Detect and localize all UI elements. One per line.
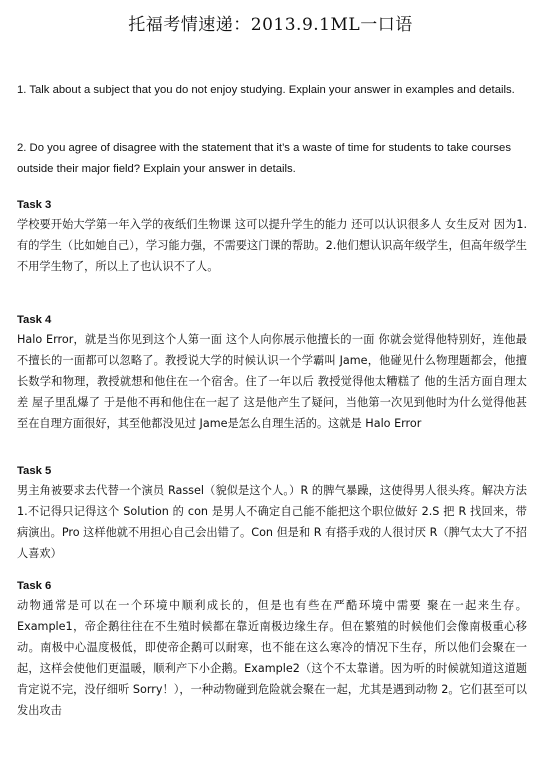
task-5-heading: Task 5 (17, 465, 52, 477)
task-4-body: Halo Error，就是当你见到这个人第一面 这个人向你展示他擅长的一面 你就会觉得他特别好，连他最不擅长的一面都可以忽略了。教授说大学的时候认识一个学霸叫 Jame，他碰见什么物理题都会，他擅长数学和物理，教授就想和他住在一个宿舍。住了一年以后 教授觉得他太糟糕了 他的生活方面自理太差 屋子里乱爆了 于是他不再和他住在一起了 这是他产生了疑问，当他第一次见到他时为什么觉得他甚至在自理方面很好，其至他都没见过 Jame是怎么自理生活的。这就是 Halo Error (17, 333, 527, 430)
task-6-section (17, 577, 527, 721)
question-1: 1. Talk about a subject that you do not enjoy studying. Explain your answer in examples and details. (17, 84, 515, 96)
page-title: 托福考情速递：2013.9.1ML一口语 (128, 15, 413, 35)
task-4-heading: Task 4 (17, 314, 52, 326)
question-2: 2. Do you agree of disagree with the statement that it’s a waste of time for students to take courses outside their major field? Explain your answer in details. (17, 142, 511, 175)
task-3-body: 学校要开始大学第一年入学的夜纸们生物课 这可以提升学生的能力 还可以认识很多人 女生反对 因为1.有的学生（比如她自己），学习能力强，不需要这门课的帮助。2.他们想认识高年级学生，但高年级学生不用学生物了，所以上了也认识不了人。 (17, 218, 527, 273)
task-6-heading: Task 6 (17, 580, 52, 592)
task-5-body: 男主角被要求去代替一个演员 Rassel（貌似是这个人。）R 的脾气暴躁，这使得男人很头疼。解决方法 1.不记得只记得这个 Solution 的 con 是男人不确定自己能不能把这个职位做好 2.S 把 R 找回来，带病演出。Pro 这样他就不用担心自己会出错了。Con 但是和 R 有搭手戏的人很讨厌 R（脾气太大了不招人喜欢） (17, 484, 527, 560)
task-5-section (17, 462, 527, 564)
task-3-heading: Task 3 (17, 199, 52, 211)
task-3-section (17, 196, 527, 277)
task-6-body: 动物通常是可以在一个环境中顺利成长的，但是也有些在严酷环境中需要 聚在一起来生存。Example1，帝企鹅往往在不生殖时候都在靠近南极边缘生存。但在繁殖的时候他们会像南极重心移动。南极中心温度极低，即使帝企鹅可以耐寒，也不能在这么寒冷的情况下生存，所以他们会聚在一起，这样会使他们更温暖，顺利产下小企鹅。Example2（这个不太靠谱。因为听的时候就知道这道题肯定说不完，没仔细听 Sorry！），一种动物碰到危险就会聚在一起，尤其是遇到动物 2。它们甚至可以发出攻击 (17, 599, 527, 717)
task-4-section (17, 311, 527, 434)
